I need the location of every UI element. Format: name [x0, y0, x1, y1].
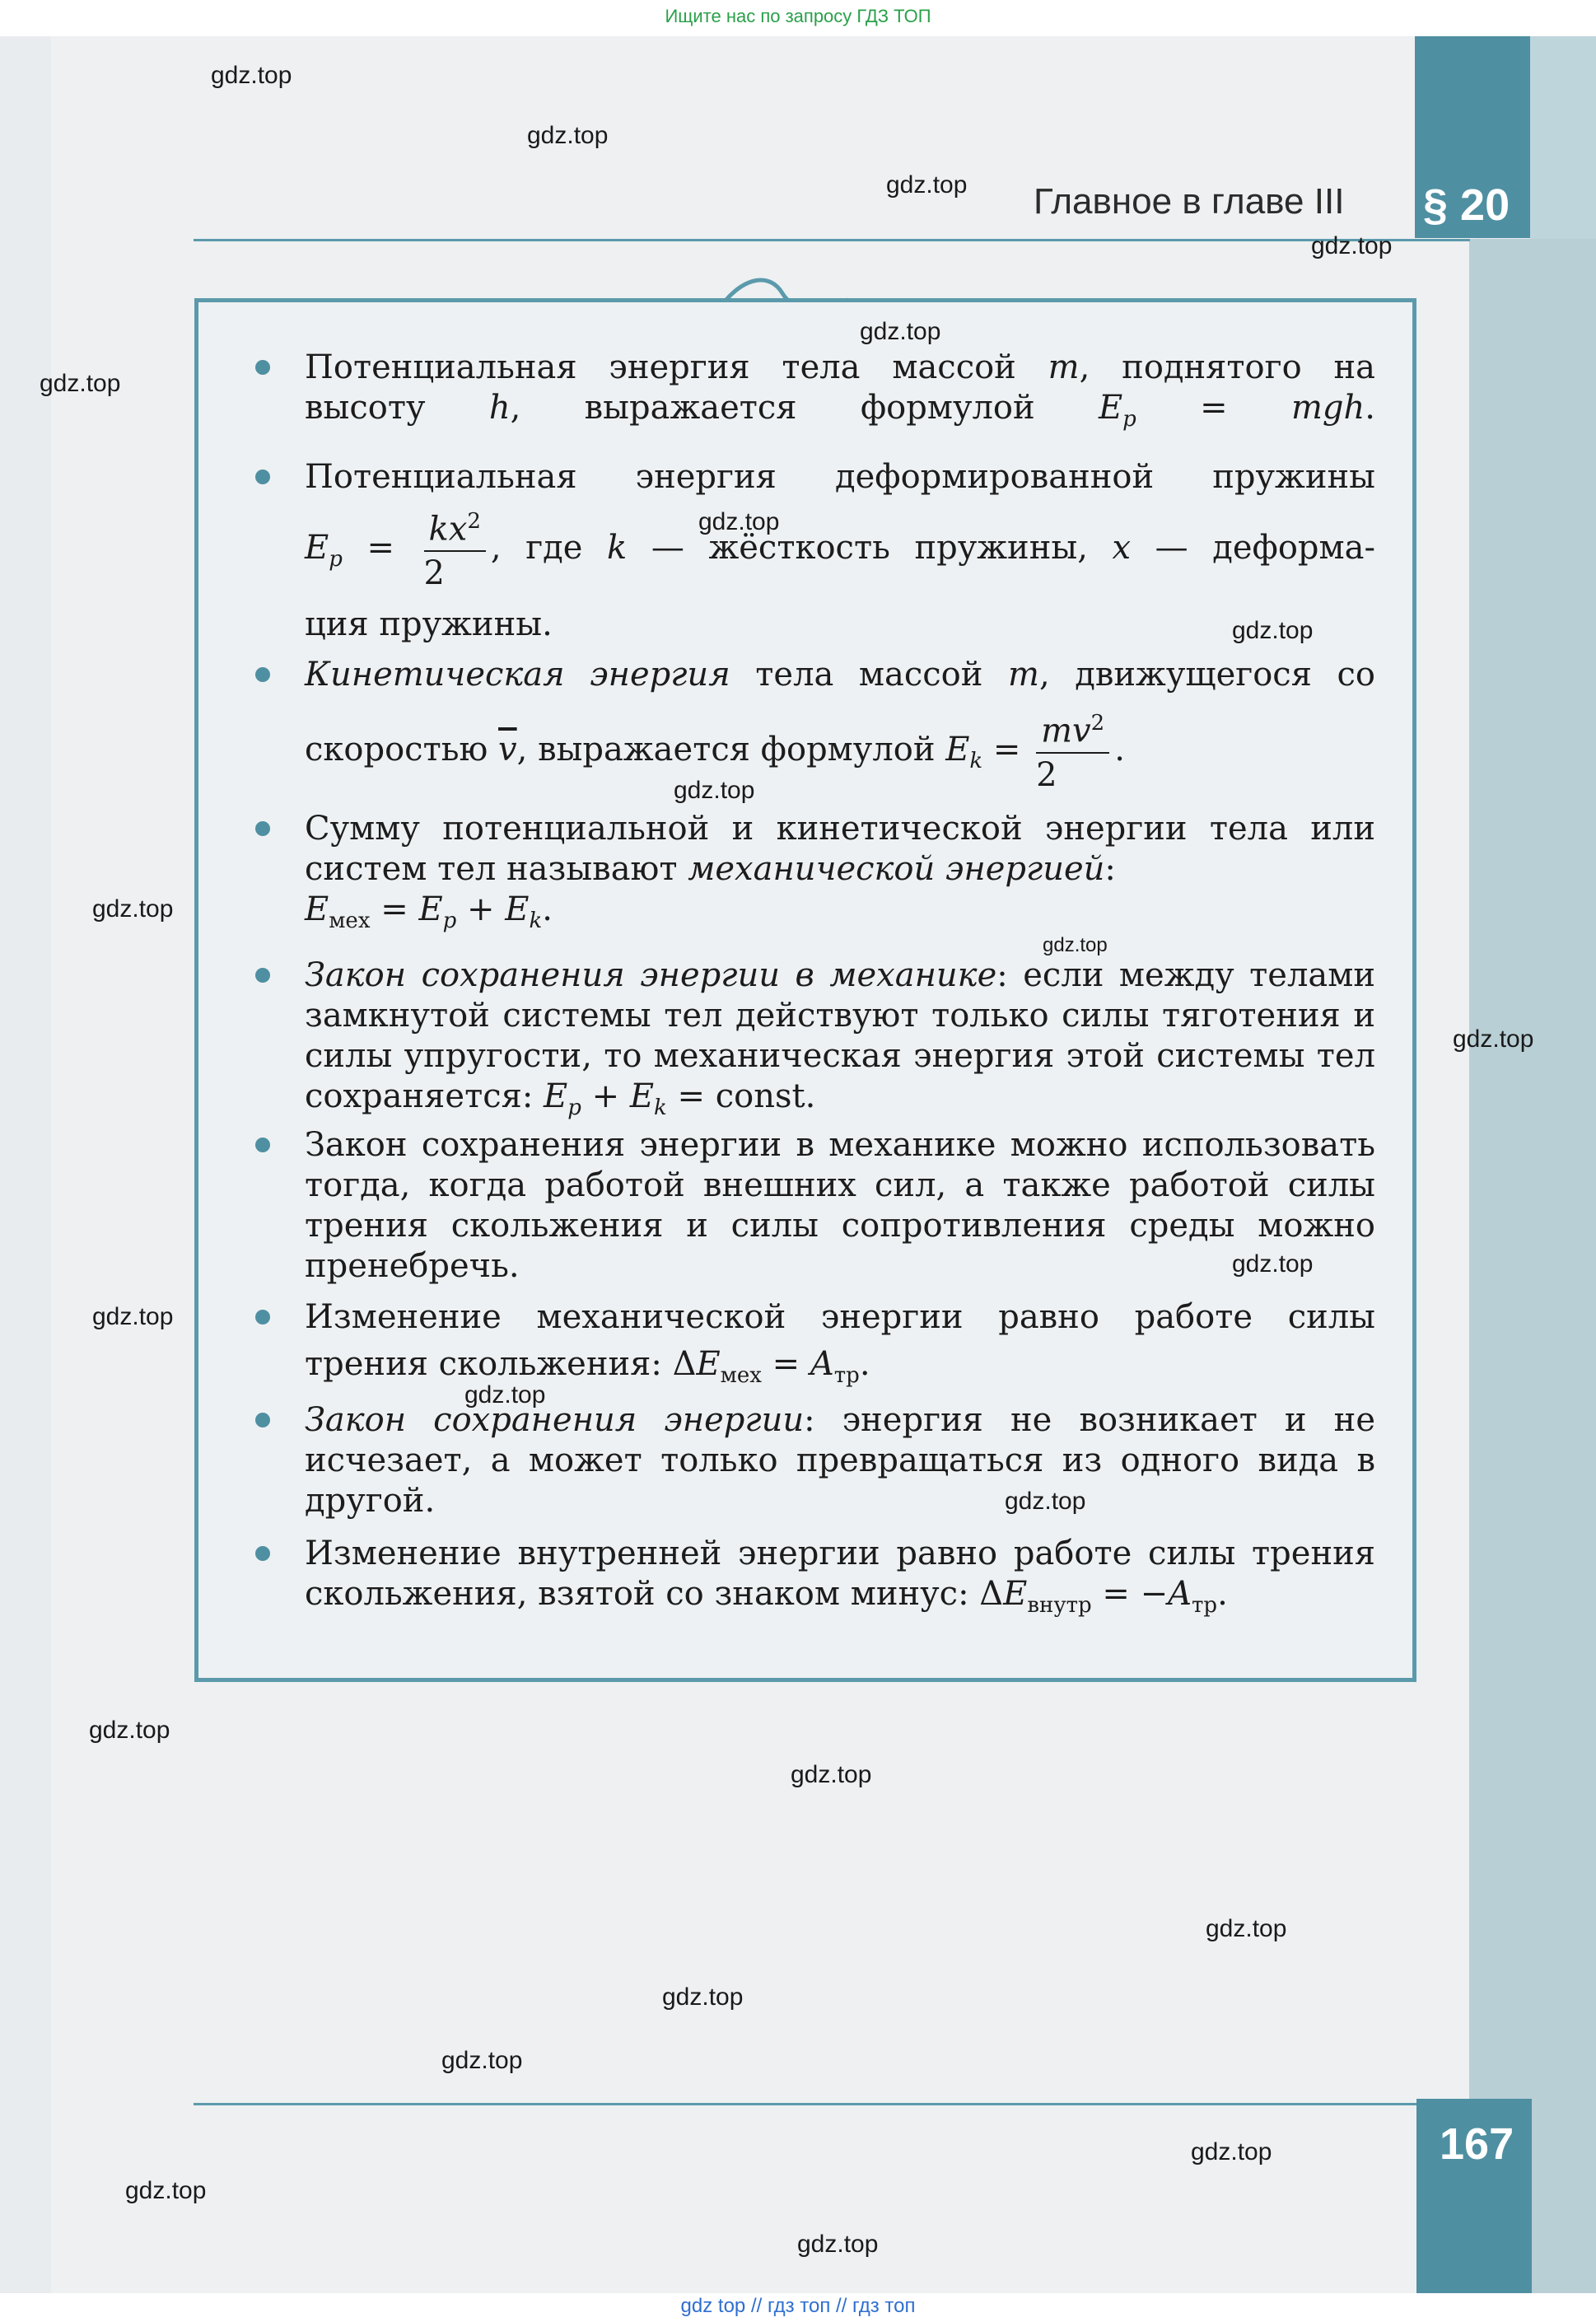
footer-divider [194, 2103, 1445, 2105]
summary-item-4: Сумму потенциальной и кинетической энергии тела или систем тел называют механической энергией: $E_{мех} = E_p + E_k$. [305, 809, 1375, 941]
bullet-icon [255, 1138, 270, 1152]
summary-item-2-formula: $E_p$ = $\frac{kx^2}{2}$ , где k — жёсткость пружины, x — деформа- [305, 509, 1376, 593]
watermark: gdz.top [662, 1983, 744, 2011]
summary-item-3: Кинетическая энергия тела массой m, движущегося со [305, 655, 1375, 695]
summary-item-8: Закон сохранения энергии: энергия не возникает и не исчезает, а может только превращаться из одного вида в другой. [305, 1400, 1375, 1521]
watermark: gdz.top [441, 2047, 523, 2074]
watermark: gdz.top [797, 2231, 879, 2258]
watermark: gdz.top [527, 122, 609, 149]
watermark: gdz.top [1043, 934, 1108, 956]
watermark: gdz.top [464, 1381, 546, 1409]
summary-item-2: Потенциальная энергия деформированной пружины [305, 457, 1375, 498]
watermark: gdz.top [1206, 1915, 1287, 1942]
bullet-icon [255, 1310, 270, 1325]
summary-item-2-end: ция пружины. [305, 605, 553, 643]
watermark: gdz.top [860, 318, 941, 345]
bullet-icon [255, 1546, 270, 1561]
watermark: gdz.top [674, 777, 755, 804]
bullet-icon [255, 1413, 270, 1427]
footer-banner[interactable]: gdz top // гдз топ // гдз топ [680, 2295, 916, 2317]
watermark: gdz.top [1453, 1026, 1534, 1053]
bullet-icon [255, 360, 270, 375]
summary-item-6: Закон сохранения энергии в механике можно использовать тогда, когда работой внешних сил, а также работой силы трения скольжения и силы сопротивления среды можно пренебречь. [305, 1125, 1375, 1287]
bullet-icon [255, 821, 270, 836]
summary-item-7: Изменение механической энергии равно работе силы [305, 1297, 1375, 1338]
watermark: gdz.top [698, 508, 780, 535]
watermark: gdz.top [1005, 1488, 1086, 1515]
summary-item-7-formula: трения скольжения: $\Delta E_{мех} = A_{тр}$. [305, 1345, 870, 1388]
header-divider [194, 239, 1470, 241]
watermark: gdz.top [1311, 232, 1393, 259]
summary-item-5: Закон сохранения энергии в механике: если между телами замкнутой системы тел действуют только силы тяготения и силы упругости, то механическая энергия этой системы тел сохраняется: $E_p + E_k$ = const. [305, 955, 1375, 1128]
bullet-icon [255, 470, 270, 484]
watermark: gdz.top [211, 62, 292, 89]
watermark: gdz.top [92, 1303, 174, 1330]
watermark: gdz.top [92, 895, 174, 923]
summary-item-3-formula: скоростью $\overline{v}$, выражается формулой $E_k$ = $\frac{mv^2}{2}$ . [305, 711, 1125, 795]
watermark: gdz.top [89, 1717, 170, 1744]
watermark: gdz.top [791, 1761, 872, 1788]
page-edge [1469, 239, 1596, 2293]
watermark: gdz.top [886, 171, 968, 199]
bullet-icon [255, 968, 270, 983]
watermark: gdz.top [1191, 2138, 1272, 2165]
watermark: gdz.top [40, 370, 121, 397]
watermark: gdz.top [125, 2177, 207, 2204]
page-number: 167 [1440, 2119, 1514, 2169]
summary-item-1: Потенциальная энергия тела массой m, поднятого на высоту h, выражается формулой $E_p$ = mgh. [305, 348, 1375, 440]
chapter-title: Главное в главе III [1034, 181, 1345, 222]
watermark: gdz.top [1232, 617, 1314, 644]
summary-item-9: Изменение внутренней энергии равно работе силы трения скольжения, взятой со знаком минус: $\Delta E_{внутр} = -A_{тр}$. [305, 1534, 1375, 1626]
page-edge-top [1530, 36, 1596, 239]
bullet-icon [255, 667, 270, 682]
watermark: gdz.top [1232, 1250, 1314, 1278]
paragraph-number: § 20 [1423, 180, 1510, 230]
top-banner[interactable]: Ищите нас по запросу ГДЗ ТОП [665, 6, 931, 26]
